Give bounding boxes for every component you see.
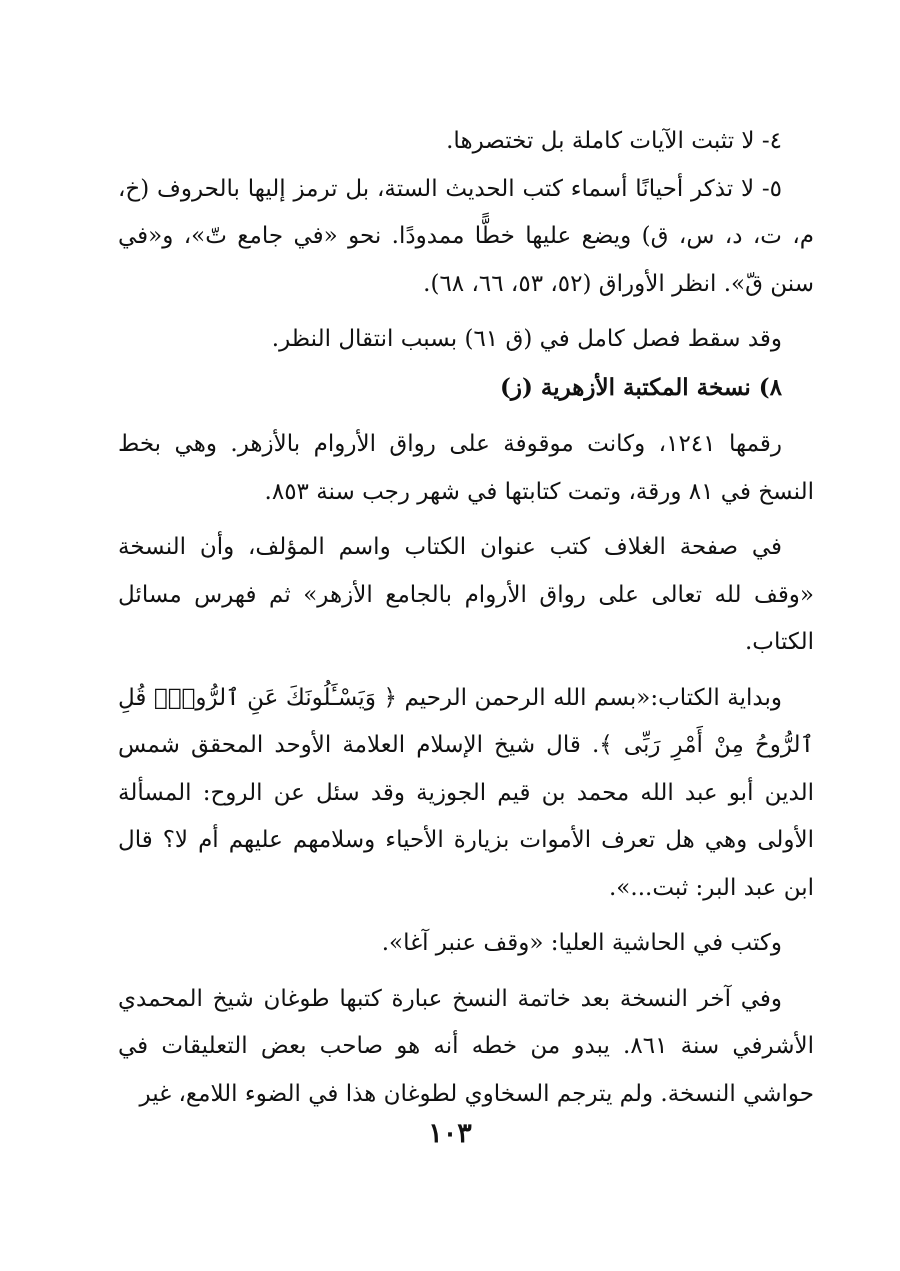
- section-heading: ٨) نسخة المكتبة الأزهرية (ز): [499, 373, 782, 401]
- paragraph-colophon: وفي آخر النسخة بعد خاتمة النسخ عبارة كتبها طوغان شيخ المحمدي الأشرفي سنة ٨٦١. يبدو من خطه أنه هو صاحب بعض التعليقات في حواشي النسخة. ولم يترجم السخاوي لطوغان هذا في الضوء اللامع، غير: [118, 985, 814, 1107]
- list-item-5: ٥- لا تذكر أحيانًا أسماء كتب الحديث الستة، بل ترمز إليها بالحروف (خ، م، ت، د، س، ق) ويضع عليها خطًّا ممدودًا. نحو «في جامع تّ»، و«في سنن قّ». انظر الأوراق (٥٢، ٥٣، ٦٦، ٦٨).: [118, 175, 814, 297]
- list-item-4: ٤- لا تثبت الآيات كاملة بل تختصرها.: [446, 128, 782, 154]
- paragraph-manuscript-info: رقمها ١٢٤١، وكانت موقوفة على رواق الأروام بالأزهر. وهي بخط النسخ في ٨١ ورقة، وتمت كتابتها في شهر رجب سنة ٨٥٣.: [118, 431, 814, 505]
- page-number: ١٠٣: [428, 1118, 472, 1149]
- paragraph-cover-page: في صفحة الغلاف كتب عنوان الكتاب واسم المؤلف، وأن النسخة «وقف لله تعالى على رواق الأروام بالجامع الأزهر» ثم فهرس مسائل الكتاب.: [118, 534, 814, 655]
- paragraph-book-opening: وبداية الكتاب:«بسم الله الرحمن الرحيم ﴿ وَيَسْـَٔلُونَكَ عَنِ ٱلرُّوحِۖ قُلِ ٱلرُّوحُ مِنْ أَمْرِ رَبِّى ﴾. قال شيخ الإسلام العلامة الأوحد المحقق شمس الدين أبو عبد الله محمد بن قيم الجوزية وقد سئل عن الروح: المسألة الأولى وهي هل تعرف الأموات بزيارة الأحياء وسلامهم عليهم أم لا؟ قال ابن عبد البر: ثبت...».: [118, 684, 814, 901]
- body-text: [118, 118, 814, 1118]
- paragraph-missing-chapter: وقد سقط فصل كامل في (ق ٦١) بسبب انتقال النظر.: [271, 326, 782, 352]
- paragraph-margin-note: وكتب في الحاشية العليا: «وقف عنبر آغا».: [381, 930, 782, 956]
